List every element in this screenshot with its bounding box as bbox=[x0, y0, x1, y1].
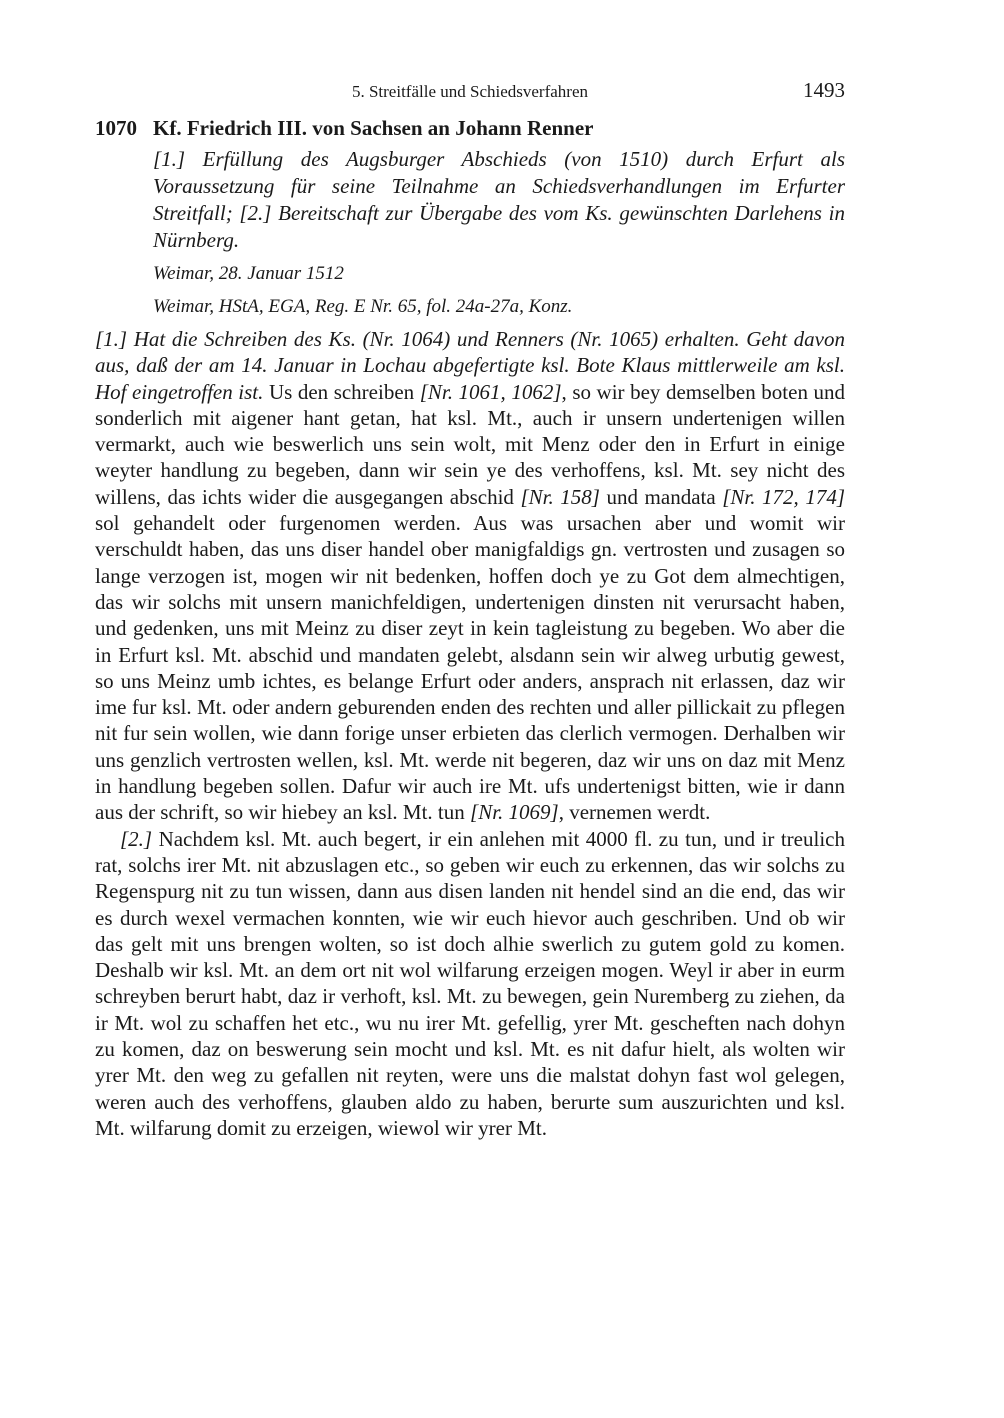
entry-place-date: Weimar, 28. Januar 1512 bbox=[153, 263, 344, 284]
body-text bbox=[95, 326, 845, 1141]
entry-meta-block bbox=[153, 146, 845, 320]
page-number: 1493 bbox=[803, 78, 845, 102]
text-run: Nachdem ksl. Mt. auch begert, ir ein anlehen mit 4000 fl. zu tun, und ir treulich rat, solchs irer Mt. nit abzuslagen etc., so geben wir euch zu erkennen, das wir solchs zu Regenspurg nit zu tun wissen, dann aus disen landen nit hendel sind an die end, das wir es durch wexel vermachen konnten, wie wir euch hievor auch geschriben. Und ob wir das gelt mit uns brengen wolten, so ist doch alhie swerlich zu gutem gold zu komen. Deshalb wir ksl. Mt. an dem ort nit wol wilfarung erzeigen mogen. Weyl ir aber in eurm schreyben berurt habt, daz ir verhoft, ksl. Mt. zu bewegen, gein Nuremberg zu ziehen, da ir Mt. wol zu schaffen het etc., wu nu irer Mt. gefellig, yrer Mt. gescheften nach dohyn zu komen, daz on beswerung sein mocht und ksl. Mt. es nit dafur hielt, als wolten wir yrer Mt. den weg zu gefallen nit reyten, were uns die malstat dohyn fast wol gelegen, weren auch des verhoffens, glauben aldo zu haben, berurte sum auszurichten und ksl. Mt. wilfarung domit zu erzeigen, wiewol wir yrer Mt. bbox=[95, 826, 845, 1140]
running-title: 5. Streitfälle und Schiedsverfahren bbox=[351, 82, 589, 101]
text-run: , vernemen werdt. bbox=[558, 800, 711, 825]
cross-reference: [Nr. 172, 174] bbox=[722, 484, 846, 509]
paragraph-1-regest: [1.] Hat die Schreiben des Ks. (Nr. 1064) und Renners (Nr. 1065) erhalten. Geht davon aus, daß der am 14. Januar in Lochau abgefertigte ksl. Bote Klaus mittlerweile am ksl. Hof eingetroffen ist. bbox=[95, 327, 845, 404]
entry-summary: [1.] Erfüllung des Augsburger Abschieds (von 1510) durch Erfurt als Voraussetzung für seine Teilnahme an Schiedsverhandlungen im Erfurter Streitfall; [2.] Bereitschaft zur Übergabe des vom Ks. gewünschten Darlehens in Nürnberg. bbox=[153, 147, 845, 252]
entry-number: 1070 bbox=[95, 116, 137, 140]
text-run: sol gehandelt oder furgenomen werden. Aus was ursachen aber und womit wir verschuldt haben, das uns diser handel ober manigfaldigs gn. vertrosten und zusagen so lange verzogen ist, mogen wir nit bedenken, hoffen doch ye zu Got dem almechtigen, das wir solchs mit unsern manichfeldigen, undertenigen dinsten nit verursacht haben, und gedenken, uns mit Meinz zu diser zeyt in kein tagleistung zu begeben. Wo aber die in Erfurt ksl. Mt. abschid und mandaten gelebt, alsdann sein wir alweg urbutig gewest, so uns Meinz umb ichtes, es belange Erfurt oder anders, ansprach nit erlassen, daz wir ime fur ksl. Mt. oder andern geburenden enden des rechten und aller pillickait zu pflegen nit fur sein wollen, wie dann forige unser erbieten das clerlich vermogen. Derhalben wir uns genzlich vertrosten wellen, ksl. Mt. werde nit begeren, daz wir uns on daz mit Menz in handlung begeben sollen. Dafur wir auch ire Mt. ufs undertenigst bitten, wie ir dann aus der schrift, so wir hiebey an ksl. Mt. tun bbox=[95, 511, 845, 825]
entry-source: Weimar, HStA, EGA, Reg. E Nr. 65, fol. 24a-27a, Konz. bbox=[153, 296, 573, 317]
text-run: Us den schreiben bbox=[263, 379, 420, 404]
paragraph-1 bbox=[95, 326, 845, 826]
cross-reference: [Nr. 1069] bbox=[470, 800, 559, 825]
text-run: , so wir bey demselben boten und sonderlich mit aigener hant getan, hat ksl. Mt., auch ir unsern undertenigen willen vermarkt, auch wie beswerlich uns sein wolt, mit Menz oder den in Erfurt in einige weyter handlung zu begeben, dann wir sein ye des verhoffens, ksl. Mt. sey nicht des willens, das ichts wider die ausgegangen abschid bbox=[95, 379, 845, 509]
paragraph-2 bbox=[95, 826, 845, 1142]
document-page bbox=[95, 78, 845, 1141]
cross-reference: [Nr. 158] bbox=[520, 484, 600, 509]
section-marker: [2.] bbox=[120, 826, 153, 851]
cross-reference: [Nr. 1061, 1062] bbox=[419, 379, 562, 404]
entry-heading bbox=[95, 114, 845, 142]
running-head bbox=[95, 78, 845, 108]
entry-title: Kf. Friedrich III. von Sachsen an Johann Renner bbox=[153, 116, 594, 140]
text-run: und mandata bbox=[599, 484, 723, 509]
